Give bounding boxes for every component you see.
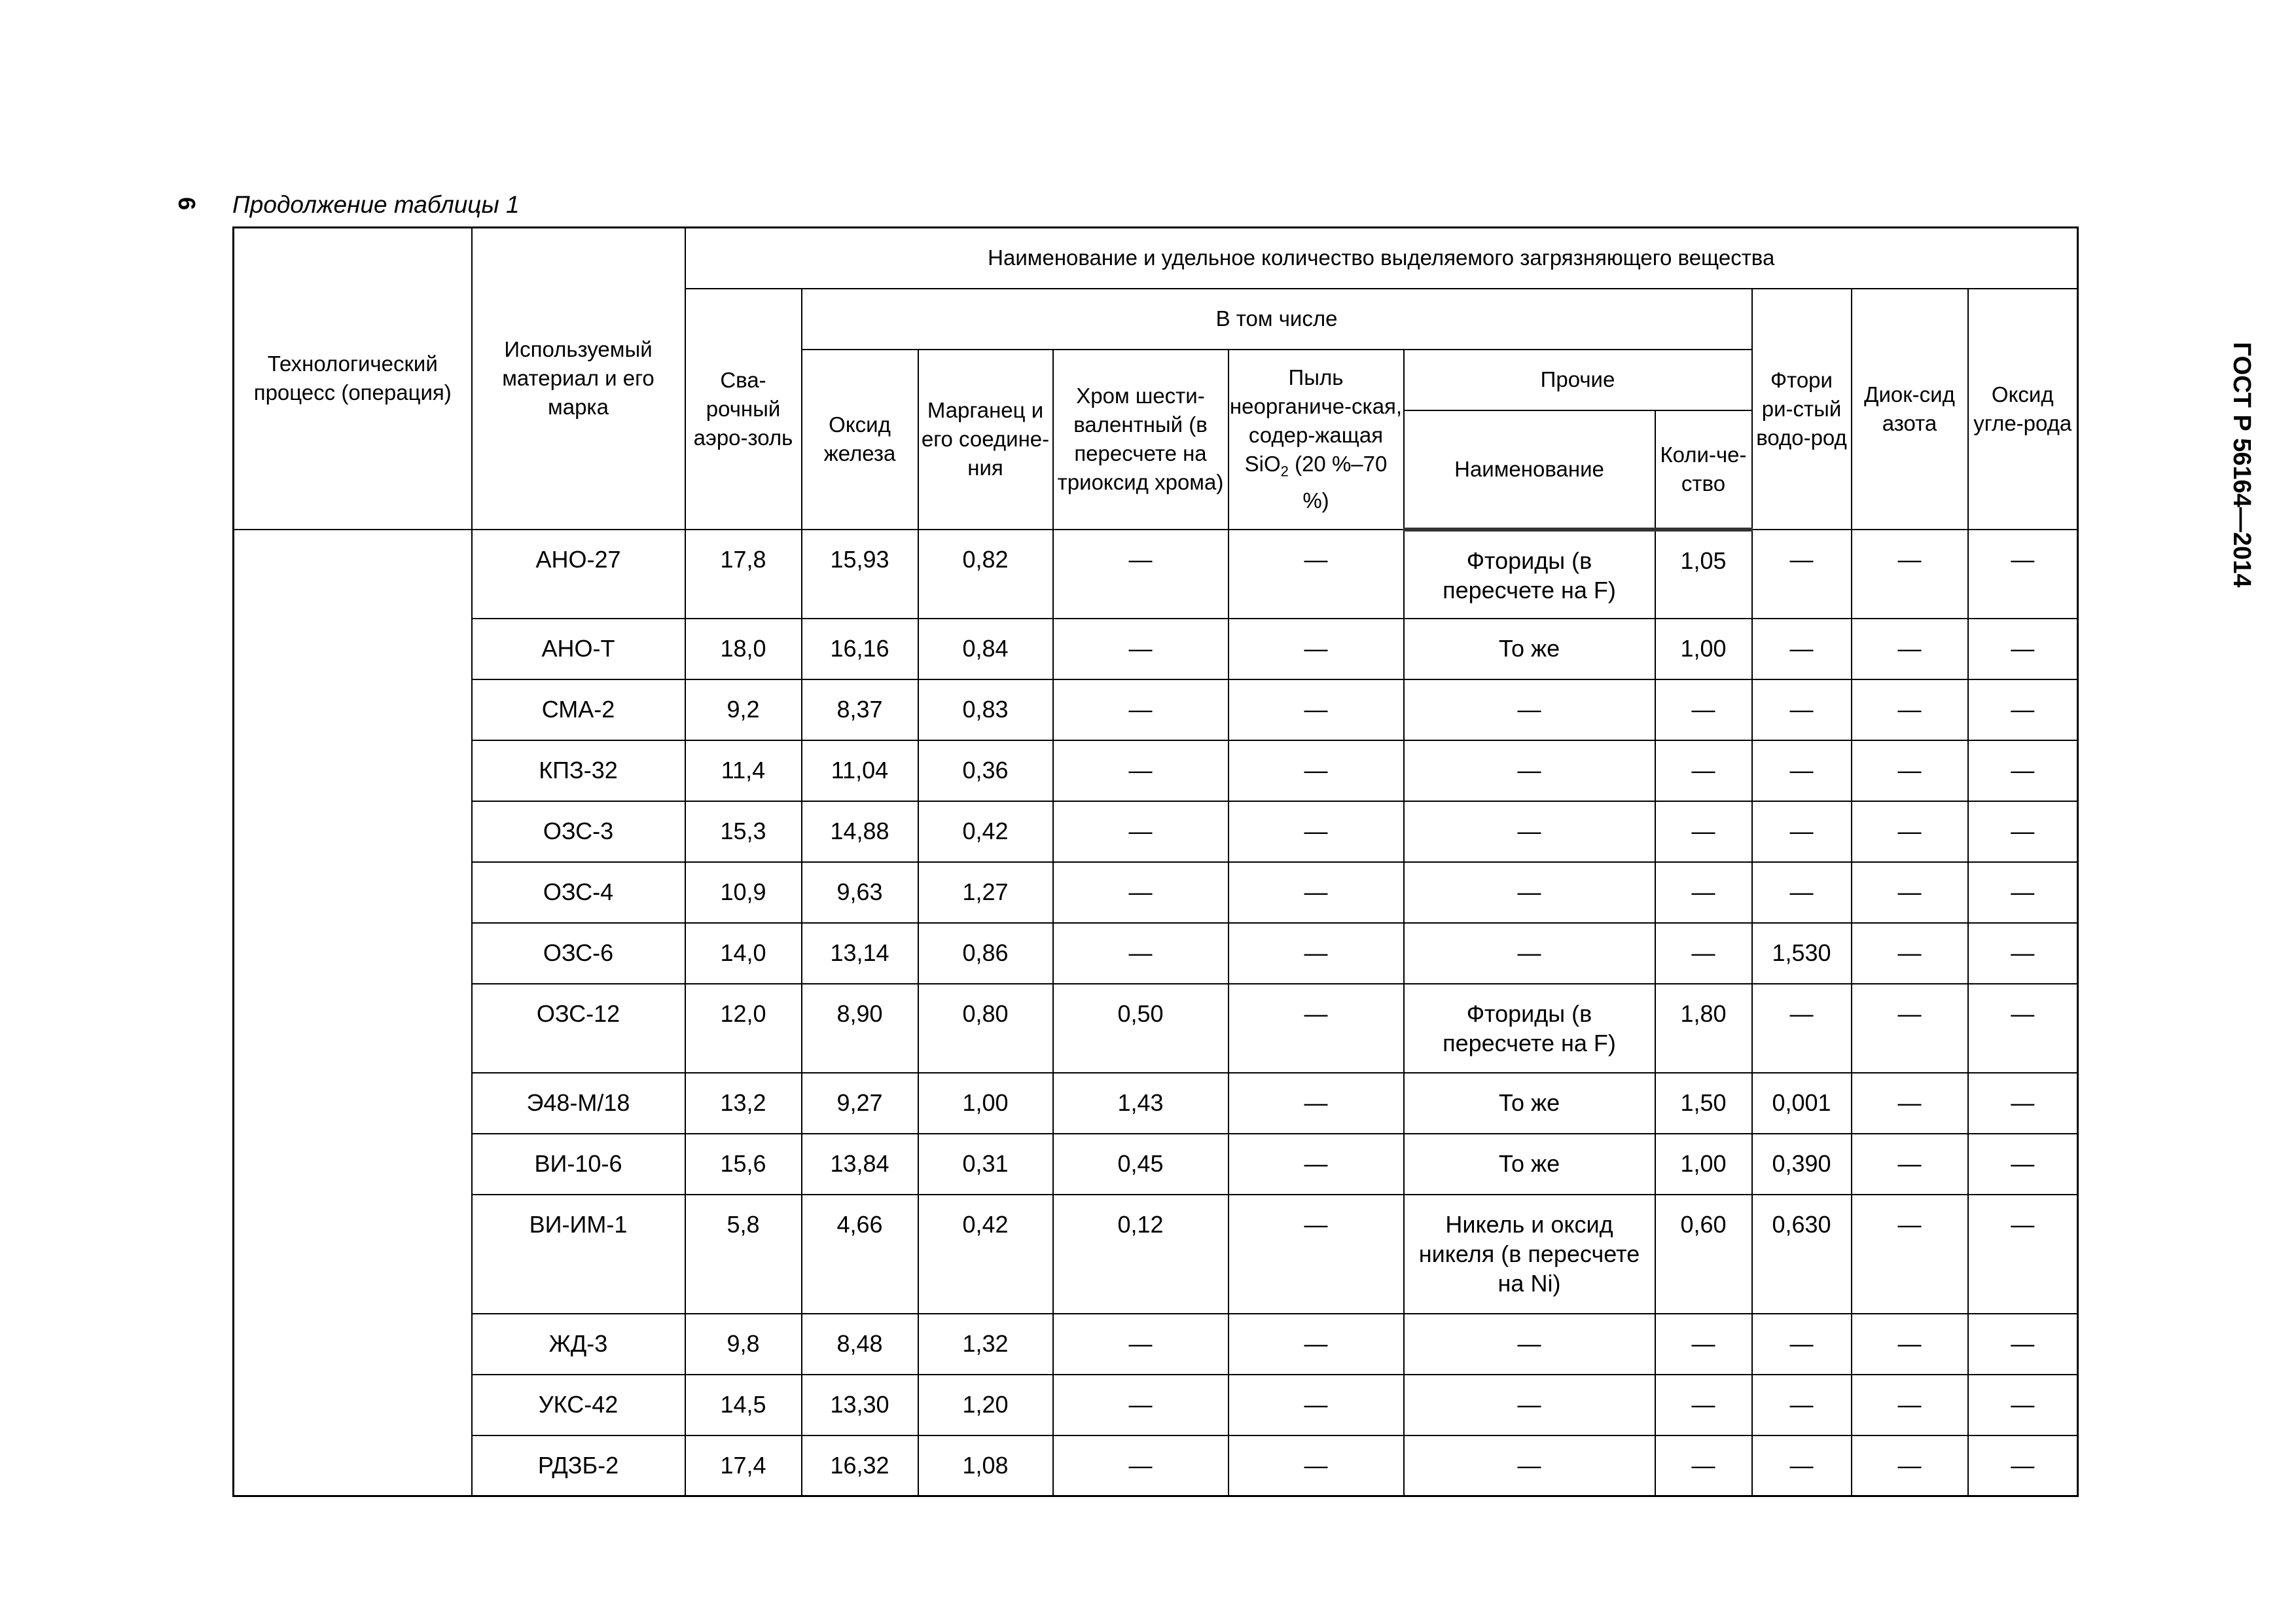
- cell-chromium: —: [1053, 1435, 1229, 1496]
- cell-iron-oxide: 8,48: [802, 1314, 918, 1375]
- cell-welding-aerosol: 12,0: [685, 984, 802, 1073]
- cell-nitrogen-dioxide: —: [1852, 1375, 1968, 1435]
- cell-dust: —: [1229, 1195, 1404, 1314]
- cell-manganese: 0,42: [918, 1195, 1053, 1314]
- cell-carbon-oxide: —: [1968, 1134, 2078, 1195]
- cell-iron-oxide: 13,30: [802, 1375, 918, 1435]
- cell-other-name: Никель и оксид никеля (в пересчете на Ni): [1404, 1195, 1655, 1314]
- cell-carbon-oxide: —: [1968, 1375, 2078, 1435]
- cell-material: ВИ-10-6: [472, 1134, 685, 1195]
- cell-carbon-oxide: —: [1968, 530, 2078, 619]
- cell-other-quantity: —: [1655, 801, 1752, 862]
- cell-dust: —: [1229, 801, 1404, 862]
- cell-other-name: То же: [1404, 619, 1655, 679]
- cell-manganese: 0,80: [918, 984, 1053, 1073]
- cell-material: РДЗБ-2: [472, 1435, 685, 1496]
- cell-carbon-oxide: —: [1968, 801, 2078, 862]
- header-welding-aerosol: Сва-рочный аэро-золь: [685, 289, 802, 530]
- cell-hydrogen-fluoride: —: [1752, 530, 1852, 619]
- table-row: [234, 862, 2078, 923]
- header-pollutant-group: Наименование и удельное количество выделяемого загрязняющего вещества: [685, 228, 2078, 289]
- cell-manganese: 1,27: [918, 862, 1053, 923]
- cell-hydrogen-fluoride: 0,630: [1752, 1195, 1852, 1314]
- cell-material: АНО-Т: [472, 619, 685, 679]
- table-row: [234, 801, 2078, 862]
- cell-dust: —: [1229, 530, 1404, 619]
- cell-nitrogen-dioxide: —: [1852, 923, 1968, 984]
- cell-carbon-oxide: —: [1968, 619, 2078, 679]
- cell-other-quantity: —: [1655, 679, 1752, 740]
- cell-other-name: —: [1404, 1435, 1655, 1496]
- cell-nitrogen-dioxide: —: [1852, 801, 1968, 862]
- cell-hydrogen-fluoride: —: [1752, 679, 1852, 740]
- cell-carbon-oxide: —: [1968, 923, 2078, 984]
- cell-other-quantity: 1,80: [1655, 984, 1752, 1073]
- cell-other-quantity: —: [1655, 923, 1752, 984]
- cell-nitrogen-dioxide: —: [1852, 1134, 1968, 1195]
- cell-manganese: 0,31: [918, 1134, 1053, 1195]
- cell-dust: —: [1229, 862, 1404, 923]
- header-dust-text: Пыль неорганиче-ская, содер-жащая SiO: [1229, 365, 1403, 477]
- cell-nitrogen-dioxide: —: [1852, 1435, 1968, 1496]
- cell-other-name: —: [1404, 923, 1655, 984]
- cell-other-quantity: —: [1655, 740, 1752, 801]
- header-dust: [1229, 350, 1404, 530]
- table-row: [234, 923, 2078, 984]
- cell-other-name: Фториды (в пересчете на F): [1404, 984, 1655, 1073]
- cell-material: ОЗС-6: [472, 923, 685, 984]
- table-row: [234, 1375, 2078, 1435]
- cell-other-quantity: —: [1655, 862, 1752, 923]
- cell-welding-aerosol: 15,6: [685, 1134, 802, 1195]
- header-material: Используемый материал и его марка: [472, 228, 685, 530]
- cell-iron-oxide: 8,90: [802, 984, 918, 1073]
- cell-material: ОЗС-4: [472, 862, 685, 923]
- cell-other-quantity: —: [1655, 1435, 1752, 1496]
- cell-iron-oxide: 16,16: [802, 619, 918, 679]
- table-body: [234, 530, 2078, 1496]
- cell-material: СМА-2: [472, 679, 685, 740]
- cell-welding-aerosol: 17,8: [685, 530, 802, 619]
- table-row: [234, 1073, 2078, 1134]
- cell-carbon-oxide: —: [1968, 679, 2078, 740]
- cell-material: ВИ-ИМ-1: [472, 1195, 685, 1314]
- cell-hydrogen-fluoride: —: [1752, 801, 1852, 862]
- cell-process: [234, 530, 472, 1496]
- cell-other-name: —: [1404, 679, 1655, 740]
- cell-other-name: —: [1404, 740, 1655, 801]
- cell-dust: —: [1229, 1134, 1404, 1195]
- cell-other-quantity: 0,60: [1655, 1195, 1752, 1314]
- cell-manganese: 0,82: [918, 530, 1053, 619]
- cell-hydrogen-fluoride: 0,390: [1752, 1134, 1852, 1195]
- table-row: [234, 619, 2078, 679]
- cell-material: ЖД-3: [472, 1314, 685, 1375]
- table-header: [234, 228, 2078, 530]
- cell-iron-oxide: 8,37: [802, 679, 918, 740]
- cell-carbon-oxide: —: [1968, 862, 2078, 923]
- cell-manganese: 0,83: [918, 679, 1053, 740]
- cell-iron-oxide: 13,84: [802, 1134, 918, 1195]
- emissions-table: [232, 226, 2079, 1497]
- document-code: ГОСТ Р 56164—2014: [2228, 342, 2255, 588]
- cell-other-quantity: —: [1655, 1314, 1752, 1375]
- cell-nitrogen-dioxide: —: [1852, 1314, 1968, 1375]
- cell-welding-aerosol: 5,8: [685, 1195, 802, 1314]
- cell-manganese: 0,42: [918, 801, 1053, 862]
- header-iron-oxide: Оксид железа: [802, 350, 918, 530]
- cell-chromium: 0,50: [1053, 984, 1229, 1073]
- page-number: 6: [173, 196, 201, 211]
- cell-other-quantity: —: [1655, 1375, 1752, 1435]
- cell-chromium: —: [1053, 1375, 1229, 1435]
- cell-iron-oxide: 4,66: [802, 1195, 918, 1314]
- cell-material: АНО-27: [472, 530, 685, 619]
- header-other-name: Наименование: [1404, 410, 1655, 530]
- cell-dust: —: [1229, 1073, 1404, 1134]
- cell-iron-oxide: 16,32: [802, 1435, 918, 1496]
- cell-other-name: Фториды (в пересчете на F): [1404, 530, 1655, 619]
- cell-welding-aerosol: 15,3: [685, 801, 802, 862]
- cell-hydrogen-fluoride: —: [1752, 619, 1852, 679]
- cell-nitrogen-dioxide: —: [1852, 984, 1968, 1073]
- cell-other-name: То же: [1404, 1134, 1655, 1195]
- cell-chromium: —: [1053, 530, 1229, 619]
- cell-chromium: 1,43: [1053, 1073, 1229, 1134]
- cell-iron-oxide: 11,04: [802, 740, 918, 801]
- table-row: [234, 1134, 2078, 1195]
- cell-chromium: —: [1053, 862, 1229, 923]
- cell-welding-aerosol: 17,4: [685, 1435, 802, 1496]
- header-including: В том числе: [802, 289, 1752, 350]
- cell-welding-aerosol: 9,2: [685, 679, 802, 740]
- cell-welding-aerosol: 18,0: [685, 619, 802, 679]
- table-row: [234, 1314, 2078, 1375]
- cell-iron-oxide: 9,63: [802, 862, 918, 923]
- cell-dust: —: [1229, 984, 1404, 1073]
- header-other-quantity: Коли-че-ство: [1655, 410, 1752, 530]
- cell-iron-oxide: 9,27: [802, 1073, 918, 1134]
- cell-chromium: —: [1053, 679, 1229, 740]
- cell-nitrogen-dioxide: —: [1852, 679, 1968, 740]
- header-manganese: Марганец и его соедине-ния: [918, 350, 1053, 530]
- cell-welding-aerosol: 9,8: [685, 1314, 802, 1375]
- header-dust-range: (20 %–70 %): [1295, 452, 1388, 513]
- cell-material: Э48-М/18: [472, 1073, 685, 1134]
- cell-chromium: 0,45: [1053, 1134, 1229, 1195]
- table-row: [234, 679, 2078, 740]
- cell-welding-aerosol: 14,5: [685, 1375, 802, 1435]
- cell-carbon-oxide: —: [1968, 740, 2078, 801]
- cell-dust: —: [1229, 740, 1404, 801]
- cell-material: ОЗС-12: [472, 984, 685, 1073]
- cell-manganese: 1,20: [918, 1375, 1053, 1435]
- cell-hydrogen-fluoride: —: [1752, 862, 1852, 923]
- cell-nitrogen-dioxide: —: [1852, 740, 1968, 801]
- cell-dust: —: [1229, 1435, 1404, 1496]
- cell-hydrogen-fluoride: —: [1752, 1314, 1852, 1375]
- cell-chromium: —: [1053, 801, 1229, 862]
- cell-other-quantity: 1,50: [1655, 1073, 1752, 1134]
- header-others: Прочие: [1404, 350, 1752, 410]
- table-row: [234, 530, 2078, 619]
- cell-carbon-oxide: —: [1968, 1314, 2078, 1375]
- header-process: Технологический процесс (операция): [234, 228, 472, 530]
- cell-nitrogen-dioxide: —: [1852, 862, 1968, 923]
- cell-other-name: —: [1404, 862, 1655, 923]
- cell-hydrogen-fluoride: —: [1752, 1435, 1852, 1496]
- cell-dust: —: [1229, 923, 1404, 984]
- cell-material: КПЗ-32: [472, 740, 685, 801]
- cell-chromium: —: [1053, 1314, 1229, 1375]
- table-row: [234, 1435, 2078, 1496]
- cell-welding-aerosol: 10,9: [685, 862, 802, 923]
- header-dust-subscript: 2: [1280, 463, 1289, 480]
- cell-dust: —: [1229, 619, 1404, 679]
- table-row: [234, 1195, 2078, 1314]
- cell-other-quantity: 1,05: [1655, 530, 1752, 619]
- cell-hydrogen-fluoride: 1,530: [1752, 923, 1852, 984]
- header-hydrogen-fluoride: Фтори ри-стый водо-род: [1752, 289, 1852, 530]
- cell-chromium: —: [1053, 923, 1229, 984]
- cell-iron-oxide: 14,88: [802, 801, 918, 862]
- cell-carbon-oxide: —: [1968, 1435, 2078, 1496]
- cell-hydrogen-fluoride: —: [1752, 984, 1852, 1073]
- cell-chromium: —: [1053, 740, 1229, 801]
- cell-nitrogen-dioxide: —: [1852, 530, 1968, 619]
- cell-manganese: 1,32: [918, 1314, 1053, 1375]
- cell-other-name: —: [1404, 801, 1655, 862]
- cell-iron-oxide: 13,14: [802, 923, 918, 984]
- cell-other-name: То же: [1404, 1073, 1655, 1134]
- header-carbon-oxide: Оксид угле-рода: [1968, 289, 2078, 530]
- cell-other-quantity: 1,00: [1655, 619, 1752, 679]
- cell-manganese: 0,86: [918, 923, 1053, 984]
- cell-hydrogen-fluoride: —: [1752, 740, 1852, 801]
- cell-other-name: —: [1404, 1375, 1655, 1435]
- cell-manganese: 1,08: [918, 1435, 1053, 1496]
- cell-material: ОЗС-3: [472, 801, 685, 862]
- cell-other-name: —: [1404, 1314, 1655, 1375]
- cell-hydrogen-fluoride: 0,001: [1752, 1073, 1852, 1134]
- cell-welding-aerosol: 13,2: [685, 1073, 802, 1134]
- cell-nitrogen-dioxide: —: [1852, 619, 1968, 679]
- table-caption: Продолжение таблицы 1: [232, 191, 520, 218]
- cell-manganese: 1,00: [918, 1073, 1053, 1134]
- cell-dust: —: [1229, 679, 1404, 740]
- cell-iron-oxide: 15,93: [802, 530, 918, 619]
- cell-other-quantity: 1,00: [1655, 1134, 1752, 1195]
- cell-dust: —: [1229, 1375, 1404, 1435]
- cell-carbon-oxide: —: [1968, 1073, 2078, 1134]
- cell-material: УКС-42: [472, 1375, 685, 1435]
- header-chromium: Хром шести-валентный (в пересчете на триоксид хрома): [1053, 350, 1229, 530]
- cell-hydrogen-fluoride: —: [1752, 1375, 1852, 1435]
- cell-manganese: 0,84: [918, 619, 1053, 679]
- header-nitrogen-dioxide: Диок-сид азота: [1852, 289, 1968, 530]
- cell-manganese: 0,36: [918, 740, 1053, 801]
- cell-chromium: —: [1053, 619, 1229, 679]
- cell-nitrogen-dioxide: —: [1852, 1195, 1968, 1314]
- table-row: [234, 740, 2078, 801]
- cell-carbon-oxide: —: [1968, 984, 2078, 1073]
- cell-nitrogen-dioxide: —: [1852, 1073, 1968, 1134]
- cell-chromium: 0,12: [1053, 1195, 1229, 1314]
- table-row: [234, 984, 2078, 1073]
- cell-welding-aerosol: 11,4: [685, 740, 802, 801]
- cell-carbon-oxide: —: [1968, 1195, 2078, 1314]
- cell-welding-aerosol: 14,0: [685, 923, 802, 984]
- cell-dust: —: [1229, 1314, 1404, 1375]
